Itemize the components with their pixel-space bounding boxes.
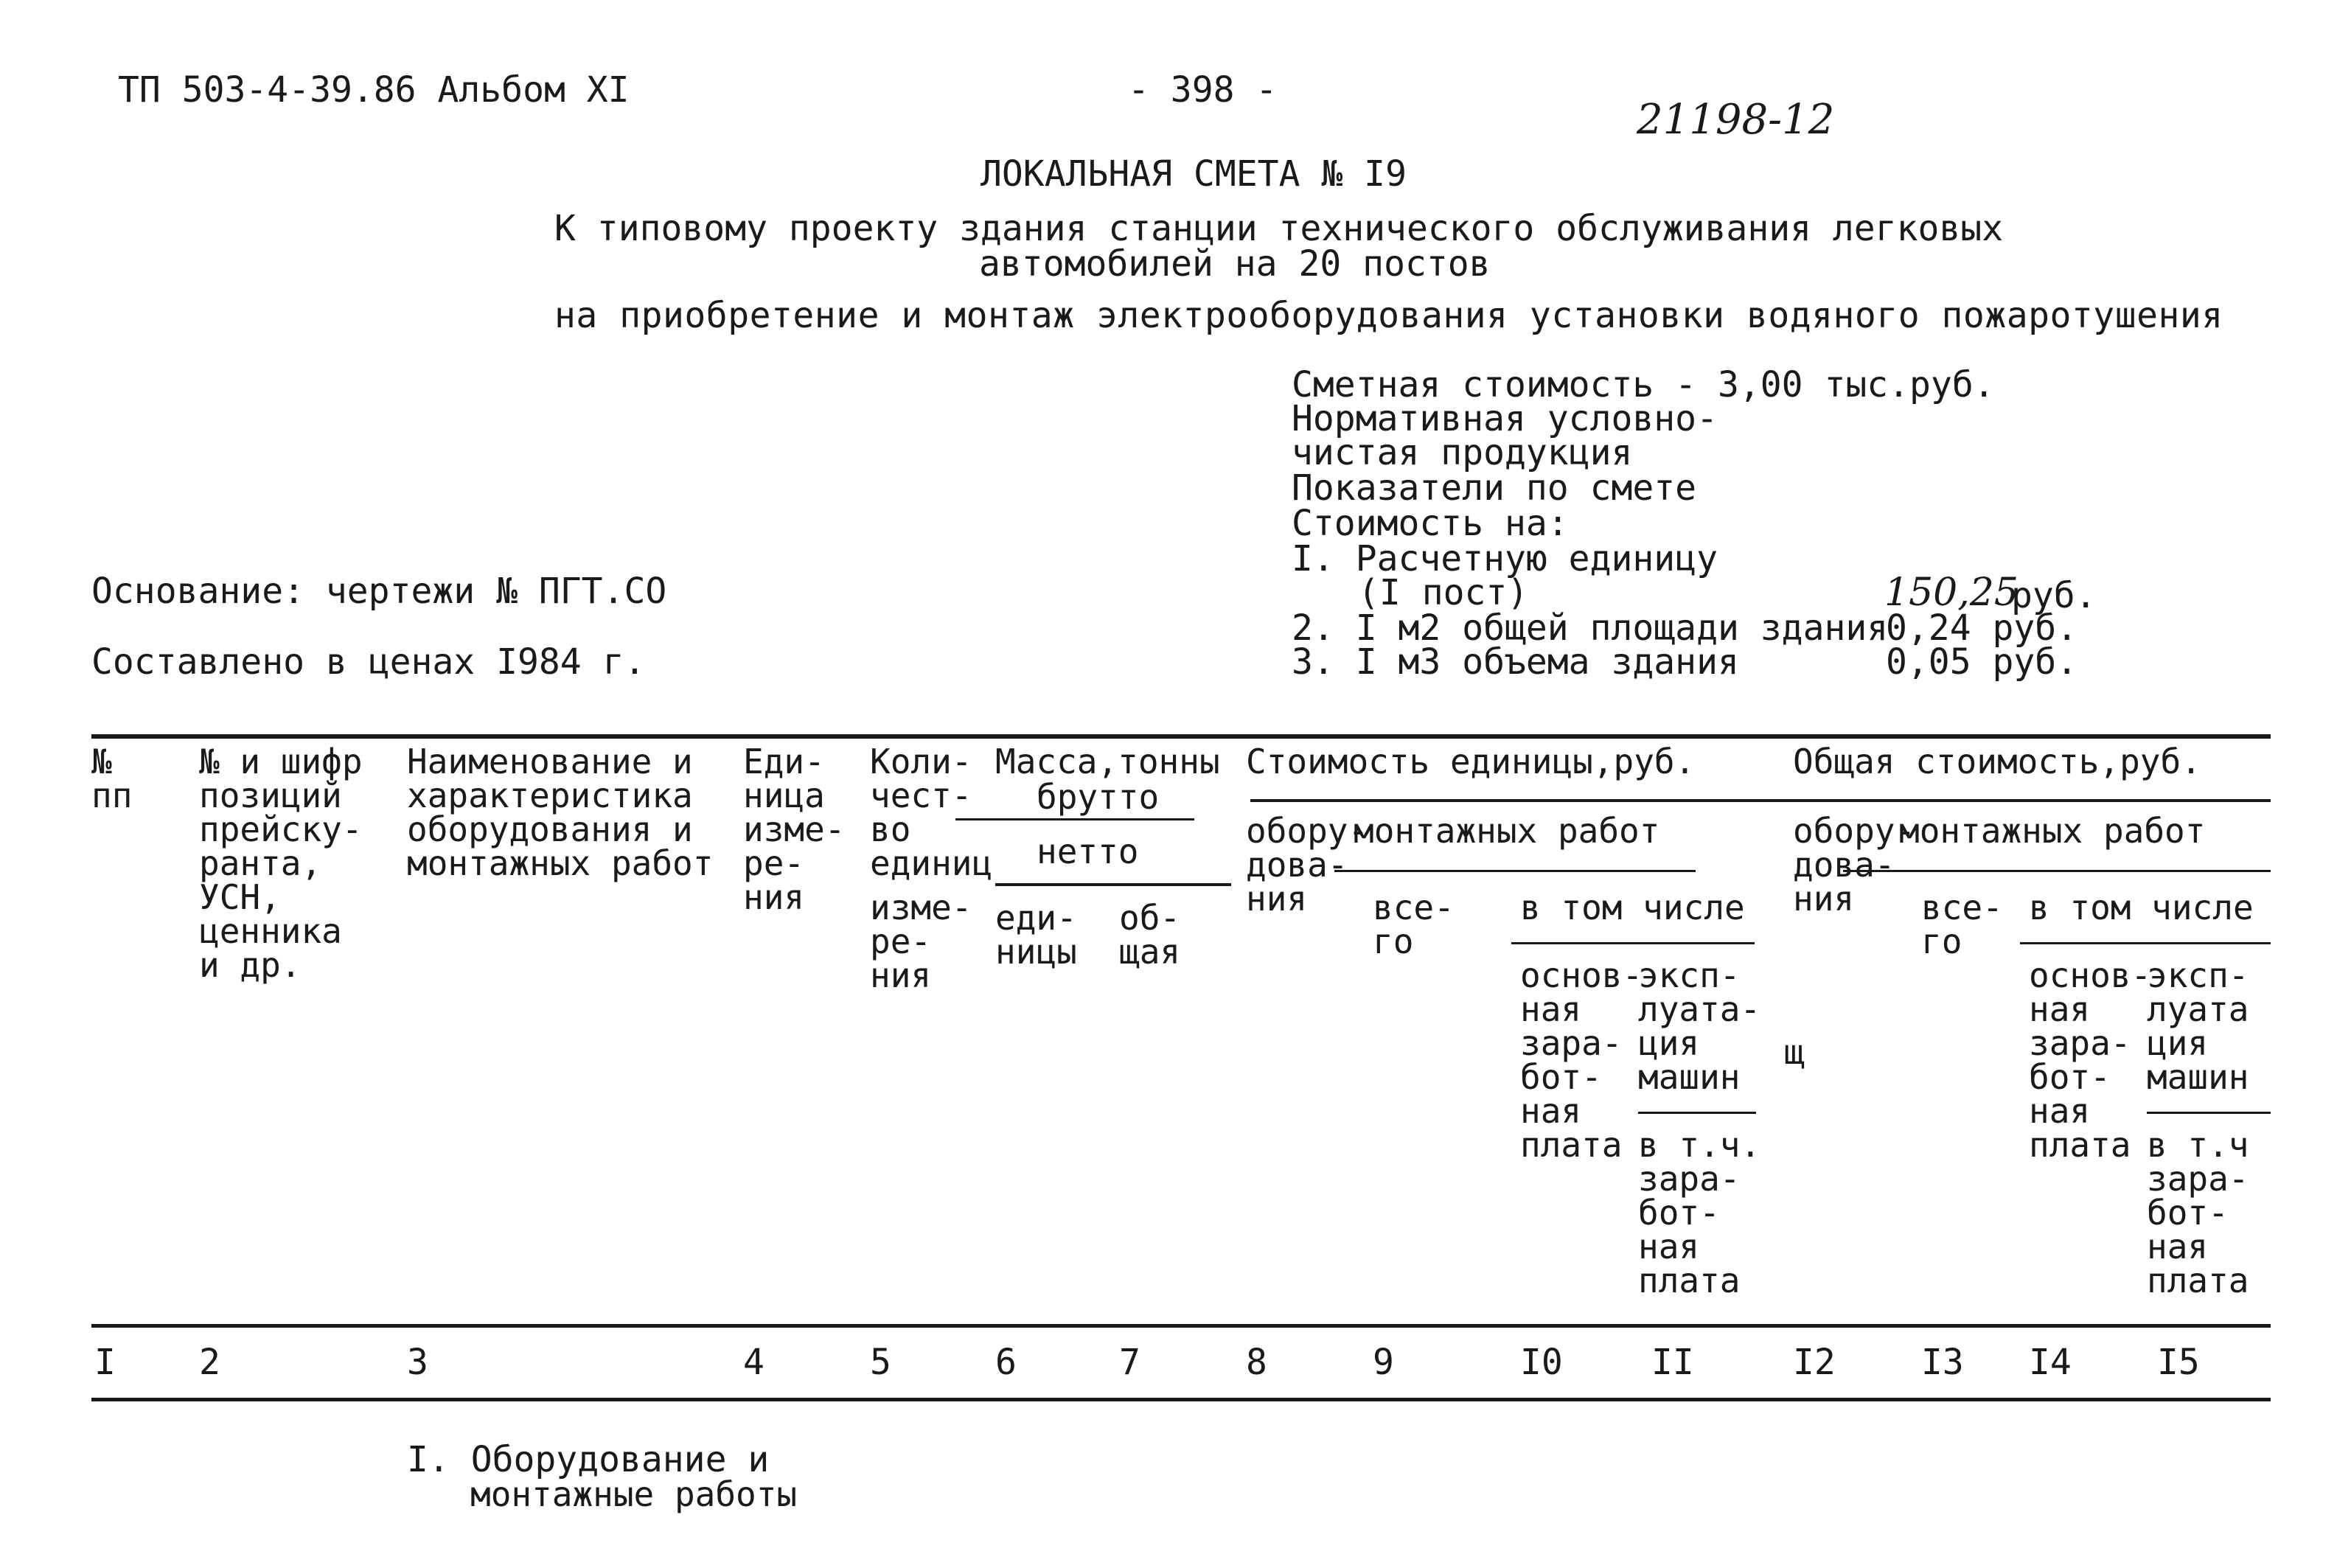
total-cost-header: Общая стоимость,руб.	[1793, 742, 2201, 781]
incl-left-header: в том числе	[1520, 888, 1745, 927]
column-number: I	[94, 1342, 116, 1383]
subtitle-line-1: К типовому проекту здания станции технического обслуживания легковых	[554, 208, 2004, 249]
indicator-2-value: 0,24 руб.	[1886, 607, 2078, 649]
column-number: 3	[407, 1342, 428, 1383]
column-number: 6	[995, 1342, 1017, 1383]
subtitle-line-2: автомобилей на 20 постов	[979, 243, 1491, 285]
column-number: 5	[870, 1342, 891, 1383]
mass-subheader-rule	[995, 883, 1231, 886]
mach-left-rule	[1638, 1112, 1756, 1114]
price-basis-line: Составлено в ценах I984 г.	[91, 641, 646, 683]
normative-production-line-2: чистая продукция	[1292, 432, 1633, 473]
col-quantity-subheader: изме- ре- ния	[870, 888, 972, 995]
column-number: I0	[1520, 1342, 1563, 1383]
column-number: 8	[1246, 1342, 1267, 1383]
machines-wage-right-header: в т.ч зара- бот- ная плата	[2147, 1125, 2249, 1300]
handwritten-stamp: 21198-12	[1637, 96, 1835, 144]
indicator-3-label: 3. I м3 объема здания	[1292, 641, 1739, 683]
equipment-right-header: обору- дова- ния	[1793, 811, 1916, 919]
indicator-2-label: 2. I м2 общей площади здания	[1292, 607, 1889, 649]
column-number: I2	[1793, 1342, 1836, 1383]
section-title-line-1: I. Оборудование и	[407, 1439, 770, 1480]
column-number: I5	[2157, 1342, 2200, 1383]
indicator-3-value: 0,05 руб.	[1886, 641, 2078, 683]
cost-per-label: Стоимость на:	[1292, 503, 1569, 544]
machines-left-header: эксп- луата- ция машин	[1638, 955, 1761, 1097]
estimated-cost: Сметная стоимость - 3,00 тыс.руб.	[1292, 364, 1995, 405]
col-unit-header: Еди- ница изме- ре- ния	[743, 742, 846, 917]
cost-header-rule	[1250, 799, 2271, 802]
install-left-header: монтажных работ	[1354, 811, 1660, 851]
incl-right-header: в том числе	[2029, 888, 2254, 927]
all-right-header: все- го	[1921, 888, 2003, 961]
incl-left-rule	[1511, 942, 1755, 944]
column-number: 7	[1119, 1342, 1140, 1383]
normative-production-line-1: Нормативная условно-	[1292, 398, 1718, 439]
equipment-left-header: обору- дова- ния	[1246, 811, 1369, 919]
incl-right-rule	[2020, 942, 2271, 944]
wage-right-header: основ- ная зара- бот- ная плата	[2029, 955, 2152, 1165]
indicator-1-unit: руб.	[2011, 575, 2097, 616]
indicators-label: Показатели по смете	[1292, 467, 1697, 509]
header-bottom-rule	[91, 1324, 2271, 1328]
column-number: 2	[199, 1342, 220, 1383]
page-number: - 398 -	[1128, 69, 1278, 111]
column-number: 9	[1373, 1342, 1394, 1383]
estimate-subject: на приобретение и монтаж электрооборудования установки водяного пожаротушения	[554, 295, 2223, 336]
col-mass-header: Масса,тонны	[995, 742, 1220, 781]
mass-netto-label: нетто	[1037, 832, 1139, 871]
column-number-rule	[91, 1398, 2271, 1401]
document-title: ЛОКАЛЬНАЯ СМЕТА № I9	[981, 153, 1407, 195]
col-code-header: № и шифр позиций прейску- ранта, УСН, ценника и др.	[199, 742, 363, 985]
install-right-header: монтажных работ	[1899, 811, 2206, 851]
indicator-1-sublabel: (I пост)	[1358, 572, 1529, 613]
install-left-rule	[1334, 870, 1696, 872]
column-number: I3	[1921, 1342, 1964, 1383]
unit-cost-header: Стоимость единицы,руб.	[1246, 742, 1696, 781]
wage-left-header: основ- ная зара- бот- ная плата	[1520, 955, 1643, 1165]
machines-right-header: эксп- луата ция машин	[2147, 955, 2249, 1097]
column-number: 4	[743, 1342, 764, 1383]
mass-per-unit-header: еди- ницы	[995, 898, 1077, 972]
mach-right-rule	[2147, 1112, 2271, 1114]
all-left-header: все- го	[1373, 888, 1455, 961]
col-name-header: Наименование и характеристика оборудования и монтажных работ	[407, 742, 714, 883]
indicator-1-label: I. Расчетную единицу	[1292, 538, 1718, 579]
mass-brutto-label: брутто	[1037, 777, 1160, 817]
column-number: II	[1651, 1342, 1694, 1383]
indicator-1-value: 150,25	[1884, 571, 2019, 615]
machines-wage-left-header: в т.ч. зара- бот- ная плата	[1638, 1125, 1761, 1300]
album-reference: ТП 503-4-39.86 Альбом XI	[118, 69, 630, 111]
basis-line: Основание: чертежи № ПГТ.СО	[91, 571, 667, 612]
column-number: I4	[2029, 1342, 2072, 1383]
col-number-header: № пп	[91, 742, 133, 815]
col-quantity-header: Коли- чест- во единиц	[870, 742, 993, 883]
stray-mark: щ	[1784, 1032, 1805, 1072]
mass-total-header: об- щая	[1119, 898, 1181, 972]
table-top-rule	[91, 734, 2271, 739]
section-title-line-2: монтажные работы	[470, 1474, 798, 1514]
